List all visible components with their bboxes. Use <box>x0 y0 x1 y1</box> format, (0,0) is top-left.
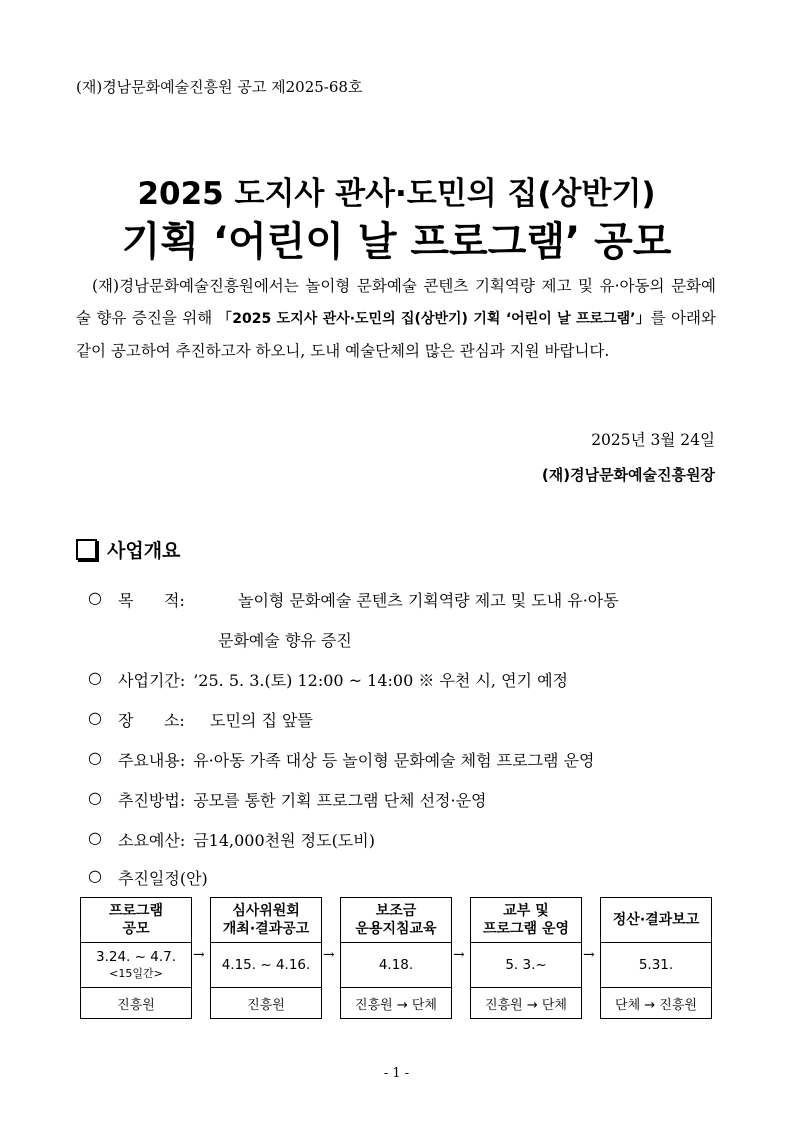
item-value: 유·아동 가족 대상 등 놀이형 문화예술 체험 프로그램 운영 <box>193 751 595 770</box>
schedule-step-5 <box>600 897 712 1019</box>
schedule-step-date-cell <box>341 943 451 988</box>
item-value: 도민의 집 앞뜰 <box>210 711 313 730</box>
schedule-step-date-cell <box>81 943 191 988</box>
overview-item-budget <box>88 828 375 851</box>
schedule-step-title: 교부 및 프로그램 운영 <box>471 898 581 943</box>
overview-item-method <box>88 788 487 811</box>
item-label: 소요예산: <box>118 831 186 850</box>
circle-bullet-icon: ○ <box>88 708 102 727</box>
arrow-right-icon: → <box>193 947 205 963</box>
announcement-date: 2025년 3월 24일 <box>591 431 715 449</box>
overview-item-purpose-cont: 문화예술 향유 증진 <box>218 631 352 650</box>
section-heading <box>76 536 180 563</box>
item-label: 추진일정(안) <box>118 869 208 888</box>
organization-name: (재)경남문화예술진흥원장 <box>541 466 715 484</box>
schedule-step-owner: 진흥원 <box>117 997 155 1013</box>
intro-text-2: 를 아래와 같이 공고하여 추진하고자 하오니, 도내 예술단체의 많은 관심과 지원 바랍니다. <box>76 309 716 360</box>
schedule-step-date: 4.15. ~ 4.16. <box>221 957 311 973</box>
item-value: 공모를 통한 기획 프로그램 단체 선정·운영 <box>193 791 487 810</box>
section-title: 사업개요 <box>107 540 181 562</box>
schedule-step-date-cell <box>601 943 711 988</box>
item-value: 금14,000천원 정도(도비) <box>193 831 375 850</box>
circle-bullet-icon: ○ <box>88 668 102 687</box>
item-label: 목 적: <box>118 591 185 610</box>
overview-item-purpose <box>88 588 619 611</box>
schedule-step-2 <box>210 897 322 1019</box>
schedule-step-date: 5. 3.~ <box>505 957 547 973</box>
schedule-step-3 <box>340 897 452 1019</box>
intro-paragraph <box>76 270 716 367</box>
circle-bullet-icon: ○ <box>88 748 102 767</box>
arrow-right-icon: → <box>583 947 595 963</box>
schedule-step-title: 정산·결과보고 <box>601 898 711 943</box>
item-label: 주요내용: <box>118 751 186 770</box>
schedule-step-date: 4.18. <box>378 957 414 973</box>
intro-text-1: (재)경남문화예술진흥원에서는 놀이형 문화예술 콘텐츠 기획역량 제고 및 유·아동의 문화예술 향유 증진을 위해 <box>76 277 716 327</box>
circle-bullet-icon: ○ <box>88 588 102 607</box>
item-label: 추진방법: <box>118 791 186 810</box>
schedule-step-title: 심사위원회 개최·결과공고 <box>211 898 321 943</box>
schedule-step-owner: 진흥원 → 단체 <box>485 997 567 1013</box>
overview-item-schedule <box>88 866 208 889</box>
schedule-step-date: 3.24. ~ 4.7. <box>95 949 176 965</box>
page-number: - 1 - <box>383 1066 410 1081</box>
item-value: 놀이형 문화예술 콘텐츠 기획역량 제고 및 도내 유·아동 <box>238 591 619 610</box>
circle-bullet-icon: ○ <box>88 788 102 807</box>
schedule-step-owner: 단체 → 진흥원 <box>615 997 697 1013</box>
overview-item-place <box>88 708 313 731</box>
schedule-step-title: 보조금 운용지침교육 <box>341 898 451 943</box>
schedule-step-date-cell <box>471 943 581 988</box>
schedule-step-1 <box>80 897 192 1019</box>
arrow-right-icon: → <box>323 947 335 963</box>
item-label: 장 소: <box>118 711 185 730</box>
circle-bullet-icon: ○ <box>88 866 102 885</box>
intro-bold-title: 「2025 도지사 관사·도민의 집(상반기) 기획 ‘어린이 날 프로그램’」 <box>217 311 651 327</box>
notice-number: (재)경남문화예술진흥원 공고 제2025-68호 <box>76 78 363 96</box>
circle-bullet-icon: ○ <box>88 828 102 847</box>
schedule-step-date-cell <box>211 943 321 988</box>
arrow-right-icon: → <box>453 947 465 963</box>
title-line-2: 기획 ‘어린이 날 프로그램’ 공모 <box>121 219 672 265</box>
schedule-step-owner: 진흥원 → 단체 <box>355 997 437 1013</box>
overview-item-content <box>88 748 594 771</box>
checkbox-square-icon <box>76 539 97 560</box>
schedule-step-owner: 진흥원 <box>247 997 285 1013</box>
schedule-step-4 <box>470 897 582 1019</box>
schedule-step-date: 5.31. <box>638 957 674 973</box>
title-line-1: 2025 도지사 관사·도민의 집(상반기) <box>137 176 656 212</box>
item-label: 사업기간: <box>118 671 186 690</box>
schedule-step-note: <15일간> <box>109 967 163 980</box>
item-value: ’25. 5. 3.(토) 12:00 ~ 14:00 ※ 우천 시, 연기 예정 <box>193 671 568 690</box>
overview-item-period <box>88 668 568 691</box>
schedule-step-title: 프로그램 공모 <box>81 898 191 943</box>
